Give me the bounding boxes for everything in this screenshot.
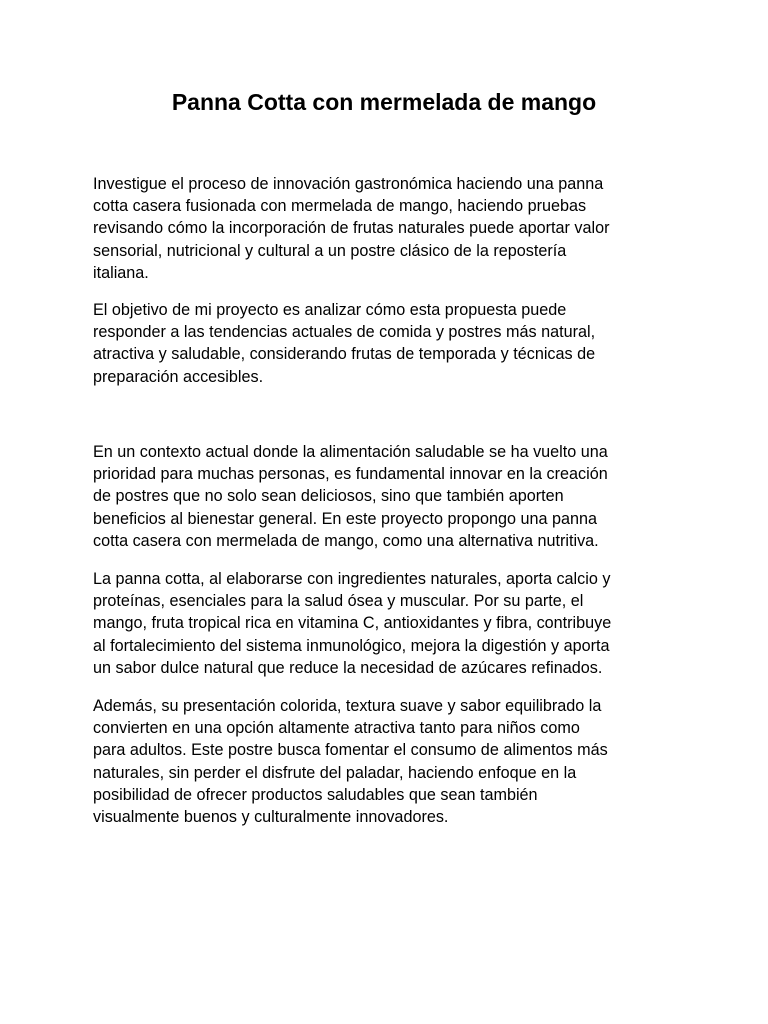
paragraph-line: El objetivo de mi proyecto es analizar cómo esta propuesta puede [93, 301, 567, 319]
paragraph-line: convierten en una opción altamente atractiva tanto para niños como [93, 719, 580, 738]
paragraph-line: cotta casera fusionada con mermelada de mango, haciendo pruebas [93, 197, 587, 216]
paragraph-line: En un contexto actual donde la alimentación saludable se ha vuelto una [93, 443, 608, 461]
paragraph-line: beneficios al bienestar general. En este proyecto propongo una panna [93, 509, 597, 528]
paragraph-line: prioridad para muchas personas, es fundamental innovar en la creación [93, 465, 608, 484]
paragraph-line: italiana. [93, 263, 149, 282]
paragraph-line: revisando cómo la incorporación de frutas naturales puede aportar valor [93, 219, 610, 238]
paragraph-line: posibilidad de ofrecer productos saludables que sean también [93, 785, 538, 804]
paragraph-line: mango, fruta tropical rica en vitamina C, antioxidantes y fibra, contribuye [93, 614, 612, 633]
paragraph-line: cotta casera con mermelada de mango, como una alternativa nutritiva. [93, 531, 599, 550]
paragraph-line: al fortalecimiento del sistema inmunológico, mejora la digestión y aporta [93, 636, 610, 655]
paragraph-2 [93, 299, 683, 388]
paragraph-line: naturales, sin perder el disfrute del paladar, haciendo enfoque en la [93, 763, 577, 782]
document-title: Panna Cotta con mermelada de mango [171, 89, 597, 115]
paragraph-1 [93, 173, 683, 284]
paragraph-line: para adultos. Este postre busca fomentar el consumo de alimentos más [93, 741, 608, 760]
paragraph-line: de postres que no solo sean deliciosos, sino que también aporten [93, 487, 564, 506]
paragraph-line: un sabor dulce natural que reduce la necesidad de azúcares refinados. [93, 658, 603, 677]
paragraph-line: proteínas, esenciales para la salud ósea y muscular. Por su parte, el [93, 592, 584, 611]
paragraph-line: sensorial, nutricional y cultural a un postre clásico de la repostería [93, 241, 567, 260]
paragraph-3 [93, 441, 683, 552]
paragraph-line: responder a las tendencias actuales de comida y postres más natural, [93, 323, 596, 342]
paragraph-line: Investigue el proceso de innovación gastronómica haciendo una panna [93, 175, 604, 193]
paragraph-line: La panna cotta, al elaborarse con ingredientes naturales, aporta calcio y [93, 570, 611, 588]
paragraph-line: atractiva y saludable, considerando frutas de temporada y técnicas de [93, 345, 596, 364]
paragraph-5 [93, 695, 683, 828]
paragraph-4 [93, 568, 683, 679]
paragraph-line: preparación accesibles. [93, 367, 264, 386]
paragraph-line: visualmente buenos y culturalmente innovadores. [93, 808, 449, 827]
paragraph-line: Además, su presentación colorida, textura suave y sabor equilibrado la [93, 697, 602, 715]
